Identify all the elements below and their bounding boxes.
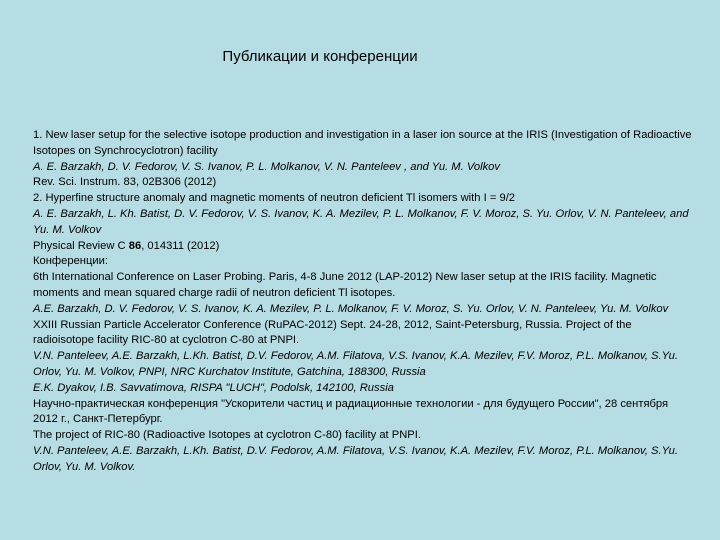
slide-content xyxy=(33,128,693,476)
conference-2: XXIII Russian Particle Accelerator Conference (RuPAC-2012) Sept. 24-28, 2012, Saint-Petersburg, Russia. Project of the radioisotope facility RIC-80 at cyclotron C-80 at PNPI. xyxy=(33,318,632,347)
conference-1: 6th International Conference on Laser Probing. Paris, 4-8 June 2012 (LAP-2012) New laser setup at the IRIS facility. Magnetic moments and mean squared charge radii of neutron deficient Tl isotopes. xyxy=(33,271,657,299)
conference-3-authors: V.N. Panteleev, A.E. Barzakh, L.Kh. Batist, D.V. Fedorov, A.M. Filatova, V.S. Ivanov, K.A. Mezilev, F.V. Moroz, P.L. Molkanov, S.Yu. Orlov, Yu. M. Volkov. xyxy=(33,444,678,473)
slide-title: Публикации и конференции xyxy=(222,48,418,65)
publication-1-journal: Rev. Sci. Instrum. 83, 02B306 (2012) xyxy=(33,176,217,189)
publication-2-authors: A. E. Barzakh, L. Kh. Batist, D. V. Fedorov, V. S. Ivanov, K. A. Mezilev, P. L. Molkanov, F. V. Moroz, S. Yu. Orlov, V. N. Panteleev, and Yu. M. Volkov xyxy=(33,207,689,236)
publication-2-journal-suffix: , 014311 (2012) xyxy=(141,239,220,252)
conference-2-authors: V.N. Panteleev, A.E. Barzakh, L.Kh. Batist, D.V. Fedorov, A.M. Filatova, V.S. Ivanov, K.A. Mezilev, F.V. Moroz, P.L. Molkanov, S.Yu. Orlov, Yu. M. Volkov, PNPI, NRC Kurchatov Institute, Gatchina, 188300, Russia xyxy=(33,350,678,378)
publication-2-journal-volume: 86 xyxy=(128,239,142,252)
conference-1-authors: A.E. Barzakh, D. V. Fedorov, V. S. Ivanov, K. A. Mezilev, P. L. Molkanov, F. V. Moroz, S. Yu. Orlov, V. N. Panteleev, Yu. M. Volkov xyxy=(33,302,669,315)
publication-1-authors: A. E. Barzakh, D. V. Fedorov, V. S. Ivanov, P. L. Molkanov, V. N. Panteleev , and Yu. M. Volkov xyxy=(33,160,500,173)
publication-1-title: 1. New laser setup for the selective isotope production and investigation in a laser ion source at the IRIS (Investigation of Radioactive Isotopes on Synchrocyclotron) facility xyxy=(33,129,692,157)
conference-3-project: The project of RIC-80 (Radioactive Isotopes at cyclotron C-80) facility at PNPI. xyxy=(33,429,421,442)
conference-2-authors-extra: E.K. Dyakov, I.B. Savvatimova, RISPA "LUCH", Podolsk, 142100, Russia xyxy=(33,381,394,394)
publication-2-journal xyxy=(33,239,693,255)
publication-2-title: 2. Hyperfine structure anomaly and magnetic moments of neutron deficient Tl isomers with I = 9/2 xyxy=(33,192,516,205)
publication-2-journal-prefix: Physical Review C xyxy=(33,239,129,252)
conference-3: Научно-практическая конференция "Ускорители частиц и радиационные технологии - для будущего России", 28 сентября 2012 г., Санкт-Петербург. xyxy=(33,397,669,426)
conferences-heading: Конференции: xyxy=(33,255,108,268)
